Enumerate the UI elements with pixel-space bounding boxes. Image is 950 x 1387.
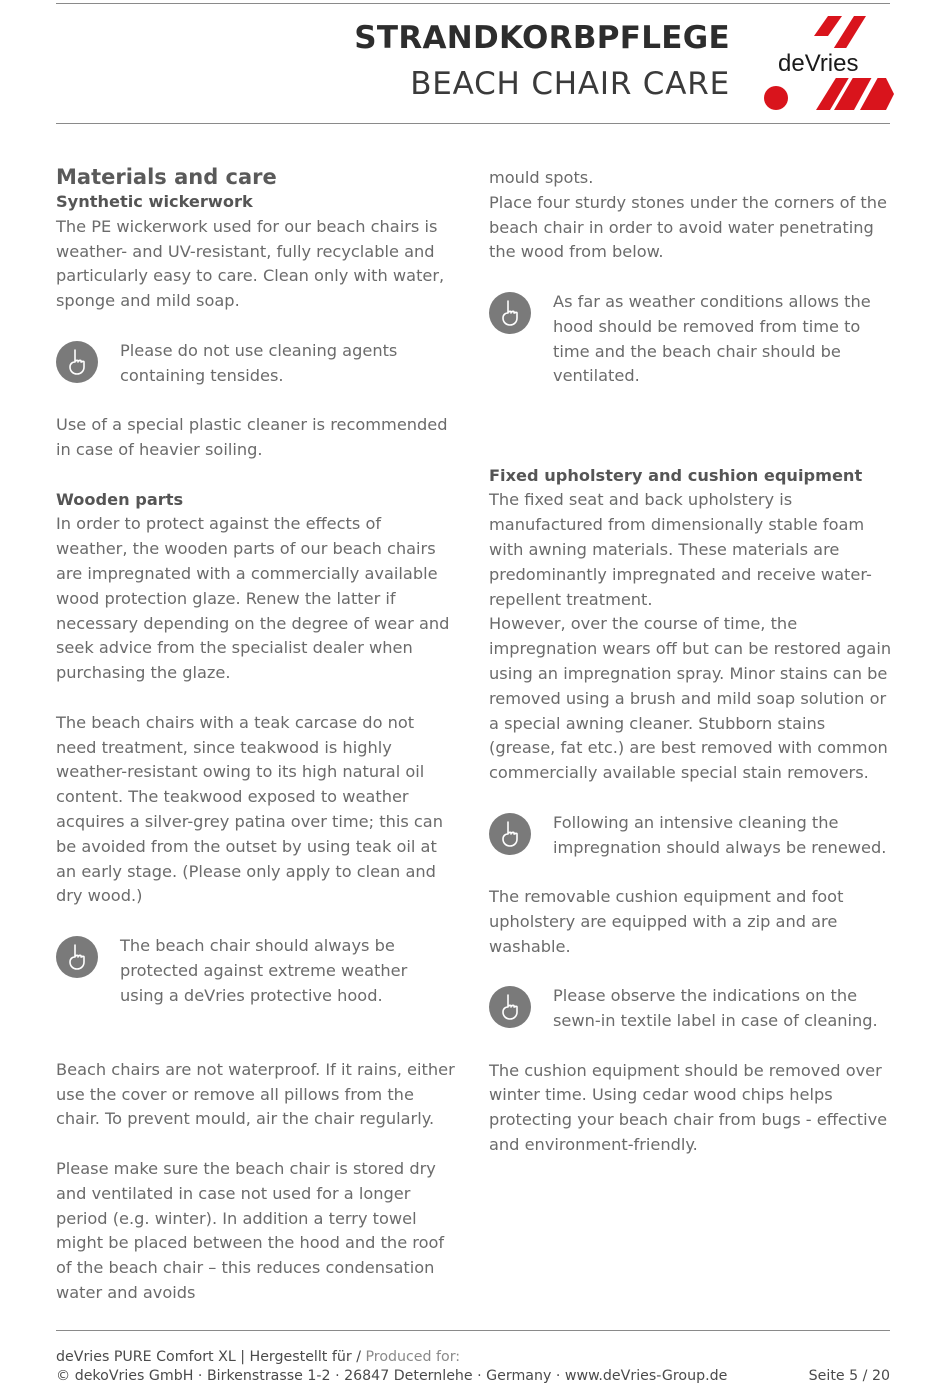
- pointing-hand-icon: [489, 813, 531, 855]
- footer-produced-for: Produced for:: [365, 1349, 461, 1365]
- pointing-hand-icon: [56, 341, 98, 383]
- note-renew-impregnation: [489, 811, 894, 861]
- footer-product: deVries PURE Comfort XL | Hergestellt für /: [56, 1349, 366, 1365]
- paragraph-removable: The removable cushion equipment and foot upholstery are equipped with a zip and are washable.: [489, 887, 844, 956]
- note-text: Please do not use cleaning agents containing tensides.: [120, 340, 398, 385]
- pointing-hand-icon: [56, 936, 98, 978]
- note-text: Following an intensive cleaning the impregnation should always be renewed.: [553, 812, 887, 857]
- top-rule: [56, 3, 890, 4]
- paragraph-stones: Place four sturdy stones under the corners of the beach chair in order to avoid water penetrating the wood from below.: [489, 192, 887, 262]
- note-text: Please observe the indications on the sewn-in textile label in case of cleaning.: [553, 986, 878, 1031]
- section-heading: Materials and care: [56, 165, 277, 189]
- note-text: As far as weather conditions allows the hood should be removed from time to time and the beach chair should be ventilated.: [553, 291, 871, 386]
- footer: [56, 1348, 890, 1386]
- pointing-hand-icon: [489, 986, 531, 1028]
- note-protective-hood: [56, 934, 456, 1008]
- note-tensides: [56, 339, 456, 389]
- note-text: The beach chair should always be protected against extreme weather using a deVries protective hood.: [120, 935, 408, 1005]
- note-textile-label: [489, 984, 894, 1034]
- subheading-synthetic: Synthetic wickerwork: [56, 192, 253, 211]
- paragraph-wooden-glaze: In order to protect against the effects of weather, the wooden parts of our beach chairs are impregnated with a commercially available wood protection glaze. Renew the latter if necessary depending on the degree of wear and seek advice from the specialist dealer when purchasing the glaze.: [56, 514, 450, 683]
- paragraph-teak: The beach chairs with a teak carcase do not need treatment, since teakwood is highly weather-resistant owing to its high natural oil content. The teakwood exposed to weather acquires a silver-grey patina over time; this can be avoided from the outset by using teak oil at an early stage. (Please only apply to clean and dry wood.): [56, 712, 443, 906]
- page-title-german: STRANDKORBPFLEGE: [354, 20, 730, 56]
- logo-text: deVries: [778, 50, 859, 77]
- right-column: [489, 166, 894, 1158]
- paragraph-waterproof: Beach chairs are not waterproof. If it rains, either use the cover or remove all pillows from the chair. To prevent mould, air the chair regularly.: [56, 1059, 455, 1129]
- paragraph-impregnation: However, over the course of time, the impregnation wears off but can be restored again using an impregnation spray. Minor stains can be removed using a brush and mild soap solution or a special awning cleaner. Stubborn stains (grease, fat etc.) are best removed with common commercially available special stain removers.: [489, 614, 892, 783]
- footer-rule: [56, 1330, 890, 1331]
- devries-logo: [762, 14, 894, 114]
- footer-address: © dekoVries GmbH · Birkenstrasse 1-2 · 26847 Deternlehe · Germany · www.deVries-Group.de: [56, 1368, 728, 1384]
- subheading-upholstery: Fixed upholstery and cushion equipment: [489, 465, 863, 485]
- paragraph-plastic-cleaner: Use of a special plastic cleaner is recommended in case of heavier soiling.: [56, 415, 448, 459]
- paragraph-upholstery: The fixed seat and back upholstery is manufactured from dimensionally stable foam with awning materials. These materials are predominantly impregnated and receive water-repellent treatment.: [489, 490, 872, 609]
- page-title-english: BEACH CHAIR CARE: [410, 66, 730, 102]
- left-column: [56, 164, 456, 1306]
- subheading-wooden: Wooden parts: [56, 489, 184, 509]
- paragraph-storage: Please make sure the beach chair is stored dry and ventilated in case not used for a longer period (e.g. winter). In addition a terry towel might be placed between the hood and the roof of the beach chair – this reduces condensation water and avoids: [56, 1159, 445, 1303]
- pointing-hand-icon: [489, 292, 531, 334]
- paragraph-winter: The cushion equipment should be removed over winter time. Using cedar wood chips helps protecting your beach chair from bugs - effective and environment-friendly.: [489, 1060, 888, 1155]
- page-number: Seite 5 / 20: [808, 1368, 890, 1384]
- paragraph-storage-cont: mould spots.: [489, 168, 594, 187]
- footer-product-line: [56, 1348, 890, 1367]
- note-ventilate: [489, 290, 894, 389]
- paragraph-synthetic: The PE wickerwork used for our beach chairs is weather- and UV-resistant, fully recyclable and particularly easy to care. Clean only with water, sponge and mild soap.: [56, 216, 445, 311]
- header-rule: [56, 123, 890, 124]
